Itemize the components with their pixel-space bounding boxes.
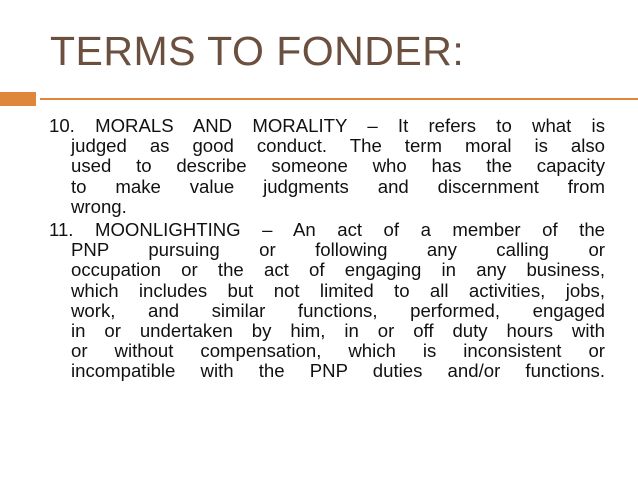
- text-line: to make value judgments and discernment from: [71, 175, 605, 197]
- text-line: used to describe someone who has the capacity: [71, 155, 605, 177]
- text-line: or without compensation, which is inconsistent or: [71, 340, 605, 362]
- term-item-moonlighting: [49, 220, 605, 382]
- text-line: 10. MORALS AND MORALITY – It refers to what is: [49, 115, 605, 136]
- term-item-morals: [49, 116, 605, 217]
- title-divider-line: [40, 98, 638, 100]
- text-line: work, and similar functions, performed, engaged: [71, 299, 605, 321]
- text-line: PNP pursuing or following any calling or: [71, 239, 605, 261]
- text-line: incompatible with the PNP duties and/or functions.: [71, 360, 605, 382]
- slide-title: TERMS TO FONDER:: [50, 28, 465, 74]
- title-accent-block: [0, 92, 36, 106]
- text-line: which includes but not limited to all activities, jobs,: [71, 279, 605, 301]
- text-line: 11. MOONLIGHTING – An act of a member of the: [49, 219, 605, 241]
- text-line: wrong.: [71, 195, 127, 217]
- slide-body: [49, 116, 605, 385]
- text-line: occupation or the act of engaging in any business,: [71, 259, 605, 281]
- text-line: judged as good conduct. The term moral is also: [71, 135, 605, 157]
- text-line: in or undertaken by him, in or off duty hours with: [71, 320, 605, 342]
